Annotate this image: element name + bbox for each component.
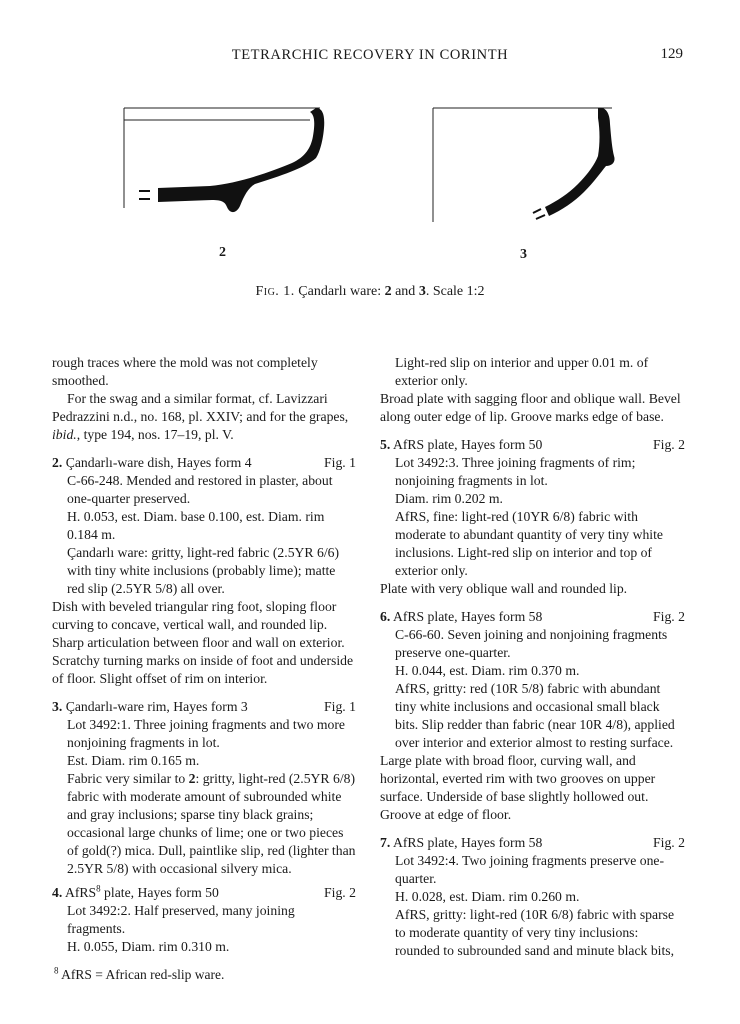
entry-2-body: C-66-248. Mended and restored in plaster, about one-quarter preserved. H. 0.053, est. Diam. base 0.100, est. Diam. rim 0.184 m. Çandarlı ware: gritty, light-red fabric (2.5YR 6/6) with tiny white inclusions (probably lime); matte red slip (2.5YR 5/8) all over. [67,473,340,596]
vessel-2-profile [124,108,324,212]
entry-3-body: Lot 3492:1. Three joining fragments and two more nonjoining fragments in lot. Est. Diam. rim 0.165 m. Fabric very similar to 2: gritty, light-red (2.5YR 6/8) fabric with moderate amount of subrounded white and gray inclusions; sparse tiny black grains; occasional large chunks of lime; one or two pieces of gold(?) mica. Dull, paintlike slip, red (lighter than 2.5YR 5/8) with occasional silvery mica. [67,717,356,876]
intro-paragraph-1: rough traces where the mold was not completely smoothed. [52,355,318,388]
figure-label-2: 2 [219,245,226,260]
entry-4-continued: Light-red slip on interior and upper 0.01 m. of exterior only. [395,355,649,388]
entry-3-heading: 3. Çandarlı-ware rim, Hayes form 3 Fig. 1 [52,699,356,714]
entry-5-description: Plate with very oblique wall and rounded lip. [380,581,628,596]
right-column [380,354,685,960]
figure-label-3: 3 [520,247,527,262]
figure-drawings [0,0,740,300]
entry-6-body: C-66-60. Seven joining and nonjoining fragments preserve one-quarter. H. 0.044, est. Diam. rim 0.370 m. AfRS, gritty: red (10R 5/8) fabric with abundant tiny white inclusions and occasional small black bits. Slip redder than fabric (near 10R 4/8), applied over interior and exterior almost to resting surface. [395,627,675,750]
intro-paragraph-2: For the swag and a similar format, cf. Lavizzari Pedrazzini n.d., no. 168, pl. XXIV; and for the grapes, ibid., type 194, nos. 17–19, pl. V. [52,391,349,442]
entry-2-description: Dish with beveled triangular ring foot, sloping floor curving to concave, vertical wall, and rounded lip. Sharp articulation between floor and wall on exterior. Scratchy turning marks on inside of foot and underside of floor. Slight offset of rim on interior. [52,599,354,686]
vessel-3-profile [433,108,615,222]
entry-4-body: Lot 3492:2. Half preserved, many joining fragments. H. 0.055, Diam. rim 0.310 m. [67,903,295,954]
page-number: 129 [660,46,683,62]
entry-7-body: Lot 3492:4. Two joining fragments preserve one-quarter. H. 0.028, est. Diam. rim 0.260 m. AfRS, gritty: light-red (10R 6/8) fabric with sparse to moderate quantity of very tiny inclusions: rounded to subrounded sand and minute black bits, [395,853,675,958]
entry-2-heading: 2. Çandarlı-ware dish, Hayes form 4 Fig. 1 [52,455,356,470]
entry-7-heading: 7. AfRS plate, Hayes form 58 Fig. 2 [380,835,685,850]
entry-6-description: Large plate with broad floor, curving wall, and horizontal, everted rim with two grooves on upper surface. Underside of base slightly hollowed out. Groove at edge of floor. [380,753,656,822]
entry-4-description: Broad plate with sagging floor and oblique wall. Bevel along outer edge of lip. Groove marks edge of base. [380,391,681,424]
figure-caption: Fig. 1. Çandarlı ware: 2 and 3. Scale 1:2 [255,284,485,299]
entry-5-heading: 5. AfRS plate, Hayes form 50 Fig. 2 [380,437,685,452]
entry-5-body: Lot 3492:3. Three joining fragments of rim; nonjoining fragments in lot. Diam. rim 0.202 m. AfRS, fine: light-red (10YR 6/8) fabric with moderate to abundant quantity of very tiny white inclusions. Light-red slip on interior and top of exterior only. [395,455,663,578]
running-title: TETRARCHIC RECOVERY IN CORINTH [231,47,509,63]
footnote: $^8$ AfRS = African red-slip ware. [54,965,225,982]
left-column [52,354,356,984]
entry-6-heading: 6. AfRS plate, Hayes form 58 Fig. 2 [380,609,685,624]
entry-4-heading: 4. AfRS$^8$ plate, Hayes form 50 Fig. 2 [52,883,356,900]
